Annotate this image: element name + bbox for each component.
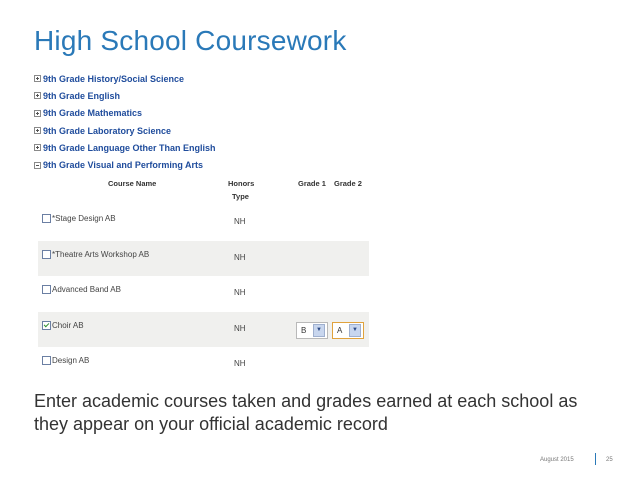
column-header-honors-type: Type	[232, 192, 249, 201]
course-name: *Theatre Arts Workshop AB	[52, 249, 150, 259]
table-row	[38, 276, 369, 312]
subject-section-list	[34, 70, 216, 174]
instruction-caption: Enter academic courses taken and grades earned at each school as they appear on your official academic record	[34, 391, 578, 434]
section-label: 9th Grade Visual and Performing Arts	[43, 160, 204, 171]
expand-icon[interactable]	[34, 144, 41, 151]
page-number: 25	[606, 457, 613, 463]
table-row	[38, 205, 369, 241]
section-label: 9th Grade Language Other Than English	[43, 142, 216, 153]
footer-divider	[595, 453, 596, 465]
column-header-grade2: Grade 2	[334, 179, 362, 188]
course-checkbox[interactable]	[42, 321, 51, 330]
section-history-social-science[interactable]	[34, 70, 216, 87]
course-table	[38, 205, 369, 383]
course-checkbox[interactable]	[42, 356, 51, 365]
section-visual-performing-arts[interactable]	[34, 156, 216, 173]
expand-icon[interactable]	[34, 75, 41, 82]
table-row	[38, 312, 369, 348]
expand-icon[interactable]	[34, 92, 41, 99]
column-header-grade1: Grade 1	[298, 179, 326, 188]
grade2-value: A	[337, 325, 343, 335]
section-label: 9th Grade Mathematics	[43, 108, 143, 119]
section-laboratory-science[interactable]	[34, 122, 216, 139]
expand-icon[interactable]	[34, 127, 41, 134]
section-label: 9th Grade Laboratory Science	[43, 125, 172, 136]
collapse-icon[interactable]	[34, 162, 41, 169]
section-mathematics[interactable]	[34, 105, 216, 122]
honors-type: NH	[234, 252, 246, 262]
course-checkbox[interactable]	[42, 214, 51, 223]
chevron-down-icon[interactable]: ▼	[349, 324, 361, 337]
column-header-honors: Honors	[228, 179, 255, 188]
grade1-select[interactable]	[296, 322, 328, 339]
section-language-other-than-english[interactable]	[34, 139, 216, 156]
section-english[interactable]	[34, 87, 216, 104]
chevron-down-icon[interactable]: ▼	[313, 324, 325, 337]
honors-type: NH	[234, 323, 246, 333]
grade2-select[interactable]	[332, 322, 364, 339]
course-checkbox[interactable]	[42, 250, 51, 259]
column-header-course-name: Course Name	[108, 179, 157, 188]
honors-type: NH	[234, 217, 246, 226]
table-row	[38, 347, 369, 383]
course-checkbox[interactable]	[42, 285, 51, 294]
table-row	[38, 241, 369, 277]
course-name: *Stage Design AB	[52, 214, 116, 223]
course-name: Advanced Band AB	[52, 285, 121, 294]
grade1-value: B	[301, 325, 307, 335]
honors-type: NH	[234, 288, 246, 297]
course-name: Choir AB	[52, 320, 84, 330]
course-name: Design AB	[52, 356, 90, 365]
section-label: 9th Grade History/Social Science	[43, 73, 185, 84]
honors-type: NH	[234, 359, 246, 368]
page-title: High School Coursework	[34, 25, 347, 56]
section-label: 9th Grade English	[43, 90, 121, 101]
expand-icon[interactable]	[34, 110, 41, 117]
footer-date: August 2015	[540, 457, 574, 463]
